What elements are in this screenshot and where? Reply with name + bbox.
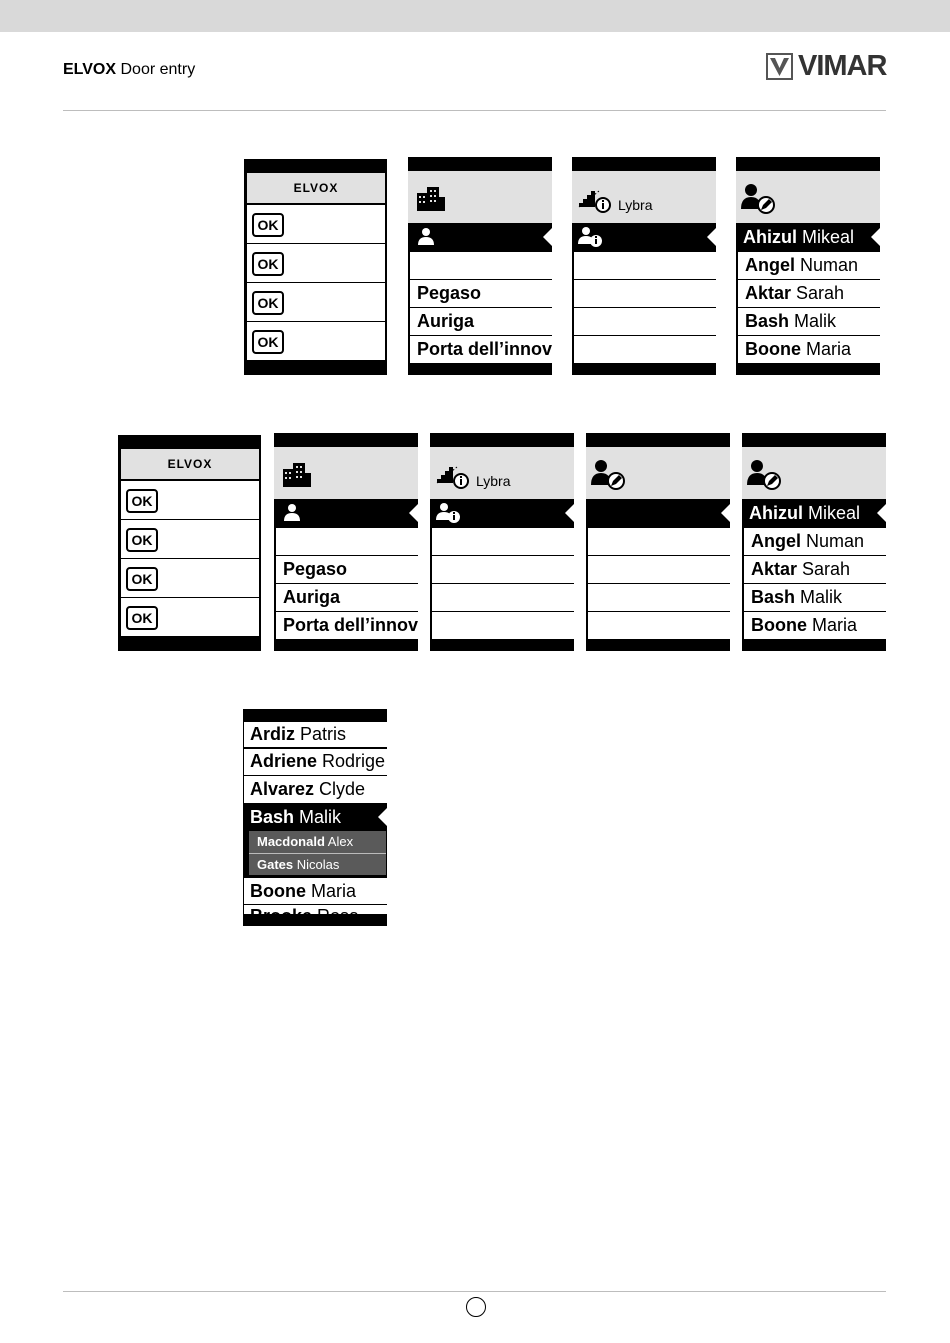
page-header — [63, 61, 195, 79]
stairs-info-icon — [435, 459, 473, 491]
screen-lybra — [572, 157, 716, 375]
vimar-logo — [766, 50, 886, 83]
screen-names — [736, 157, 880, 375]
list-item[interactable]: Boone Maria — [244, 877, 387, 904]
screen-lybra — [430, 433, 574, 651]
list-item[interactable]: Aktar Sarah — [744, 555, 886, 583]
list-item[interactable]: Auriga — [276, 583, 418, 611]
brand-rest: Door entry — [116, 61, 196, 78]
list-item[interactable]: Adriene Rodrige — [244, 748, 387, 775]
list-item[interactable]: Aktar Sarah — [738, 279, 880, 307]
screen-elvox-ok — [118, 435, 261, 651]
selection-pointer — [565, 504, 574, 522]
selection-pointer — [871, 228, 880, 246]
person-info-icon — [578, 226, 604, 248]
ok-button[interactable]: OK — [126, 606, 158, 630]
selection-pointer — [409, 504, 418, 522]
screen-directory — [274, 433, 418, 651]
screen-person-empty — [586, 433, 730, 651]
building-name: Lybra — [476, 473, 511, 489]
list-item[interactable]: Alvarez Clyde — [244, 775, 387, 803]
person-edit-icon — [591, 459, 627, 491]
logo-text: VIMAR — [798, 50, 887, 82]
elvox-logo: ELVOX — [167, 457, 213, 471]
sub-item[interactable]: Gates Nicolas — [249, 854, 386, 875]
list-item[interactable]: Bash Malik — [744, 583, 886, 611]
page-number-circle — [466, 1297, 486, 1317]
list-item[interactable]: Porta dell’innov — [410, 335, 552, 363]
brand-bold: ELVOX — [63, 61, 117, 78]
building-icon — [283, 463, 311, 487]
selection-pointer — [877, 504, 886, 522]
list-item[interactable]: Bash Malik — [738, 307, 880, 335]
screen-names — [742, 433, 886, 651]
selection-pointer — [378, 808, 387, 826]
building-name: Lybra — [618, 197, 653, 213]
list-item[interactable]: Pegaso — [410, 279, 552, 307]
ok-button[interactable]: OK — [252, 330, 284, 354]
list-item[interactable]: Boone Maria — [744, 611, 886, 639]
footer-divider — [63, 1291, 886, 1292]
screen-directory — [408, 157, 552, 375]
selection-pointer — [707, 228, 716, 246]
vimar-mark-icon — [766, 53, 793, 80]
selected-name[interactable]: Ahizul Mikeal — [742, 499, 886, 527]
screen-expanded-list — [243, 709, 387, 926]
header-divider — [63, 110, 886, 111]
person-icon — [284, 504, 300, 521]
list-item[interactable]: Angel Numan — [744, 527, 886, 555]
list-item[interactable]: Pegaso — [276, 555, 418, 583]
list-item[interactable]: Boone Maria — [738, 335, 880, 363]
ok-button[interactable]: OK — [252, 291, 284, 315]
ok-button[interactable]: OK — [126, 489, 158, 513]
sub-item[interactable]: Macdonald Alex — [249, 831, 386, 854]
ok-button[interactable]: OK — [126, 528, 158, 552]
list-item[interactable]: Porta dell’innov — [276, 611, 418, 639]
elvox-logo: ELVOX — [293, 181, 339, 195]
top-bar — [0, 0, 950, 32]
person-icon — [418, 228, 434, 245]
list-item[interactable]: Angel Numan — [738, 251, 880, 279]
person-edit-icon — [741, 183, 777, 215]
list-item[interactable]: Auriga — [410, 307, 552, 335]
ok-button[interactable]: OK — [252, 252, 284, 276]
list-item[interactable]: Brooke Rosa — [244, 904, 387, 914]
building-icon — [417, 187, 445, 211]
selection-pointer — [543, 228, 552, 246]
person-info-icon — [436, 502, 462, 524]
selected-name[interactable]: Bash Malik — [243, 803, 387, 830]
person-edit-icon — [747, 459, 783, 491]
selected-name[interactable]: Ahizul Mikeal — [736, 223, 880, 251]
stairs-info-icon — [577, 183, 615, 215]
list-item[interactable]: Ardiz Patris — [244, 722, 387, 747]
selection-pointer — [721, 504, 730, 522]
screen-elvox-ok — [244, 159, 387, 375]
ok-button[interactable]: OK — [126, 567, 158, 591]
ok-button[interactable]: OK — [252, 213, 284, 237]
